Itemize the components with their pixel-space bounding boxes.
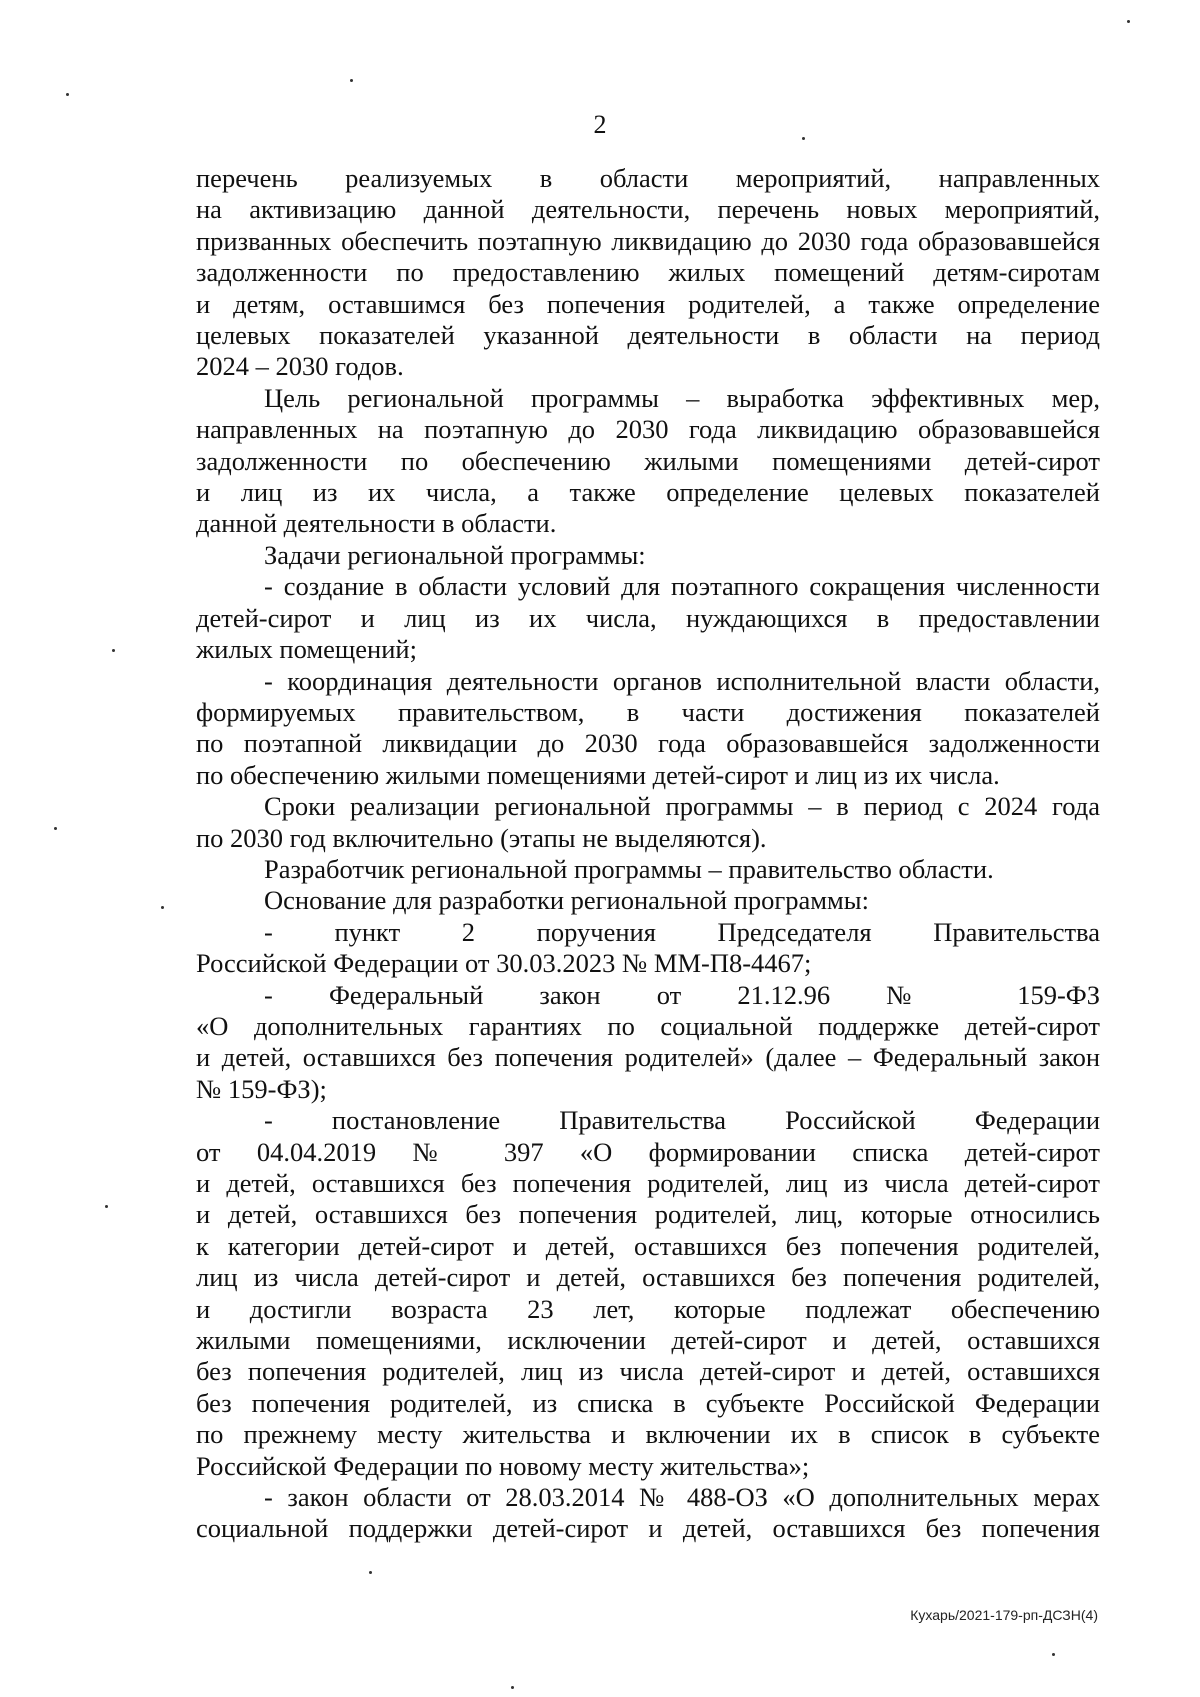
text-line: Сроки реализации региональной программы – в период с 2024 года xyxy=(264,791,1100,822)
text-line: и достигли возраста 23 лет, которые подлежат обеспечению xyxy=(196,1293,1100,1324)
text-line: 2024 – 2030 годов. xyxy=(196,351,404,382)
text-line: Разработчик региональной программы – правительство области. xyxy=(264,853,994,884)
text-line: Цель региональной программы – выработка эффективных мер, xyxy=(264,382,1100,413)
scan-speck xyxy=(350,79,353,82)
text-line: Российской Федерации от 30.03.2023 № ММ-П8-4467; xyxy=(196,948,812,979)
text-line: и лиц из их числа, а также определение целевых показателей xyxy=(196,477,1100,508)
text-line: жилых помещений; xyxy=(196,634,417,665)
text-line: Задачи региональной программы: xyxy=(264,539,646,570)
text-line: от 04.04.2019 № 397 «О формировании списка детей-сирот xyxy=(196,1136,1100,1167)
scan-speck xyxy=(1052,1653,1055,1656)
text-line: - создание в области условий для поэтапного сокращения численности xyxy=(264,571,1100,602)
text-line: - пункт 2 поручения Председателя Правительства xyxy=(264,916,1100,947)
text-line: и детей, оставшихся без попечения родителей» (далее – Федеральный закон xyxy=(196,1042,1100,1073)
text-line: социальной поддержки детей-сирот и детей, оставшихся без попечения xyxy=(196,1513,1100,1544)
scan-speck xyxy=(105,1205,108,1208)
text-line: и детям, оставшимся без попечения родителей, а также определение xyxy=(196,288,1100,319)
text-line: без попечения родителей, лиц из числа детей-сирот и детей, оставшихся xyxy=(196,1356,1100,1387)
text-line: задолженности по обеспечению жилыми помещениями детей-сирот xyxy=(196,445,1100,476)
scan-speck xyxy=(54,827,57,830)
text-line: перечень реализуемых в области мероприятий, направленных xyxy=(196,163,1100,193)
text-line: по поэтапной ликвидации до 2030 года образовавшейся задолженности xyxy=(196,728,1100,759)
text-line: без попечения родителей, из списка в субъекте Российской Федерации xyxy=(196,1387,1100,1418)
scan-speck xyxy=(802,137,805,140)
page-number: 2 xyxy=(593,110,607,139)
scan-speck xyxy=(161,906,164,909)
text-line: жилыми помещениями, исключении детей-сирот и детей, оставшихся xyxy=(196,1325,1100,1356)
text-line: по 2030 год включительно (этапы не выделяются). xyxy=(196,822,767,853)
text-line: задолженности по предоставлению жилых помещений детям-сиротам xyxy=(196,257,1100,288)
text-line: и детей, оставшихся без попечения родителей, лиц, которые относились xyxy=(196,1199,1100,1230)
scan-speck xyxy=(369,1571,372,1574)
text-line: к категории детей-сирот и детей, оставшихся без попечения родителей, xyxy=(196,1230,1100,1261)
text-line: и детей, оставшихся без попечения родителей, лиц из числа детей-сирот xyxy=(196,1168,1100,1198)
text-line: по прежнему месту жительства и включении их в список в субъекте xyxy=(196,1419,1100,1450)
text-line: Основание для разработки региональной программы: xyxy=(264,885,869,916)
text-line: Российской Федерации по новому месту жительства»; xyxy=(196,1450,810,1481)
document-body xyxy=(196,163,1100,1545)
scan-speck xyxy=(112,649,115,652)
scan-speck xyxy=(1127,20,1130,23)
text-line: детей-сирот и лиц из их числа, нуждающихся в предоставлении xyxy=(196,602,1100,633)
text-line: на активизацию данной деятельности, перечень новых мероприятий, xyxy=(196,194,1100,225)
text-line: направленных на поэтапную до 2030 года ликвидацию образовавшейся xyxy=(196,414,1100,445)
scan-speck xyxy=(511,1686,514,1689)
scan-speck xyxy=(66,93,69,96)
text-line: - постановление Правительства Российской Федерации xyxy=(264,1105,1100,1136)
text-line: целевых показателей указанной деятельности в области на период xyxy=(196,320,1100,351)
text-line: «О дополнительных гарантиях по социальной поддержке детей-сирот xyxy=(196,1010,1100,1041)
text-line: призванных обеспечить поэтапную ликвидацию до 2030 года образовавшейся xyxy=(196,225,1100,256)
text-line: № 159-ФЗ); xyxy=(196,1073,327,1104)
text-line: лиц из числа детей-сирот и детей, оставшихся без попечения родителей, xyxy=(196,1262,1100,1293)
text-line: - координация деятельности органов исполнительной власти области, xyxy=(264,665,1100,696)
text-line: данной деятельности в области. xyxy=(196,508,557,539)
text-line: по обеспечению жилыми помещениями детей-сирот и лиц из их числа. xyxy=(196,759,1000,790)
text-line: формируемых правительством, в части достижения показателей xyxy=(196,696,1100,727)
text-line: - Федеральный закон от 21.12.96 № 159-ФЗ xyxy=(264,979,1100,1010)
text-line: - закон области от 28.03.2014 № 488-ОЗ «О дополнительных мерах xyxy=(264,1482,1100,1513)
document-code: Кухарь/2021-179-рп-ДСЗН(4) xyxy=(910,1607,1098,1623)
